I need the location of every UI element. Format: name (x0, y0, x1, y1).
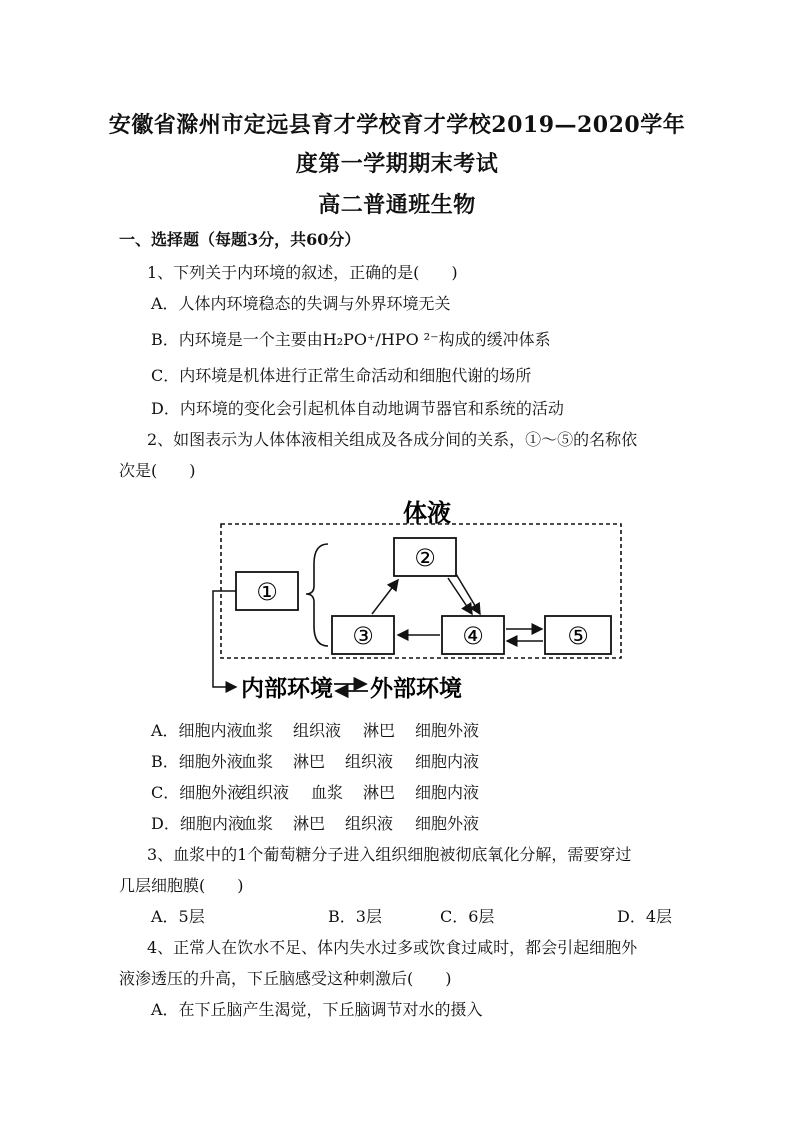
q1-option-d: D．内环境的变化会引起机体自动地调节器官和系统的活动 (151, 399, 564, 418)
q3-option-d: D．4层 (617, 907, 673, 926)
q2-option-b (151, 749, 479, 772)
q2-d-4: 组织液 (345, 814, 394, 833)
q3-option-a: A．5层 (151, 907, 205, 926)
q2-d-1: D．细胞内液 (151, 814, 244, 833)
q4-stem-line1: 4、正常人在饮水不足、体内失水过多或饮食过咸时，都会引起细胞外 (147, 938, 638, 957)
q2-b-5: 细胞内液 (415, 752, 480, 771)
q2-option-a (151, 718, 479, 741)
q2-stem-line2: 次是( ) (119, 461, 196, 480)
q2-d-5: 细胞外液 (415, 814, 480, 833)
q4-option-a: A．在下丘脑产生渴觉，下丘脑调节对水的摄入 (151, 1000, 483, 1019)
q2-b-3: 淋巴 (293, 752, 326, 771)
connector-1-to-inner (213, 591, 236, 687)
brace (306, 544, 328, 646)
q2-a-2: 血浆 (241, 721, 274, 740)
q2-c-1: C．细胞外液 (151, 783, 244, 802)
q1-option-a: A．人体内环境稳态的失调与外界环境无关 (151, 294, 451, 313)
q2-c-2: 组织液 (241, 783, 290, 802)
q2-a-5: 细胞外液 (415, 721, 480, 740)
outer-environment-label: 外部环境 (370, 676, 462, 702)
label-5: ⑤ (567, 622, 589, 650)
q2-a-3: 组织液 (293, 721, 342, 740)
exam-title-line2: 度第一学期期末考试 (295, 151, 499, 177)
section-heading: 一、选择题（每题3分，共60分） (119, 230, 361, 249)
q2-b-2: 血浆 (241, 752, 274, 771)
q2-b-1: B．细胞外液 (151, 752, 243, 771)
q2-b-4: 组织液 (345, 752, 394, 771)
q2-stem-line1: 2、如图表示为人体体液相关组成及各成分间的关系，①～⑤的名称依 (147, 430, 638, 449)
q2-a-4: 淋巴 (363, 721, 396, 740)
inner-environment-label: 内部环境 (241, 676, 333, 702)
body-fluid-diagram (200, 490, 630, 705)
q2-d-3: 淋巴 (293, 814, 326, 833)
q2-c-4: 淋巴 (363, 783, 396, 802)
label-3: ③ (352, 622, 374, 650)
q1-stem: 1、下列关于内环境的叙述，正确的是( ) (147, 263, 458, 282)
arrow-3-to-2 (372, 580, 398, 614)
q3-stem-line1: 3、血浆中的1个葡萄糖分子进入组织细胞被彻底氧化分解，需要穿过 (147, 845, 632, 864)
q2-d-2: 血浆 (241, 814, 274, 833)
exam-subtitle: 高二普通班生物 (318, 192, 476, 218)
exam-title-line1: 安徽省滁州市定远县育才学校育才学校2019—2020学年 (108, 112, 686, 138)
label-1: ① (256, 578, 278, 606)
q2-a-1: A．细胞内液 (151, 721, 243, 740)
q3-option-c: C．6层 (440, 907, 495, 926)
diagram-title: 体液 (403, 499, 451, 527)
label-4: ④ (462, 622, 484, 650)
q2-c-3: 血浆 (311, 783, 344, 802)
q2-c-5: 细胞内液 (415, 783, 480, 802)
q4-stem-line2: 液渗透压的升高，下丘脑感受这种刺激后( ) (119, 969, 452, 988)
q1-option-b: B．内环境是一个主要由H₂PO⁺/HPO ²⁻构成的缓冲体系 (151, 330, 551, 349)
q2-option-d (151, 811, 479, 834)
q2-option-c (151, 780, 479, 803)
q3-option-b: B．3层 (328, 907, 382, 926)
q3-stem-line2: 几层细胞膜( ) (119, 876, 244, 895)
label-2: ② (414, 544, 436, 572)
q1-option-c: C．内环境是机体进行正常生命活动和细胞代谢的场所 (151, 366, 532, 385)
